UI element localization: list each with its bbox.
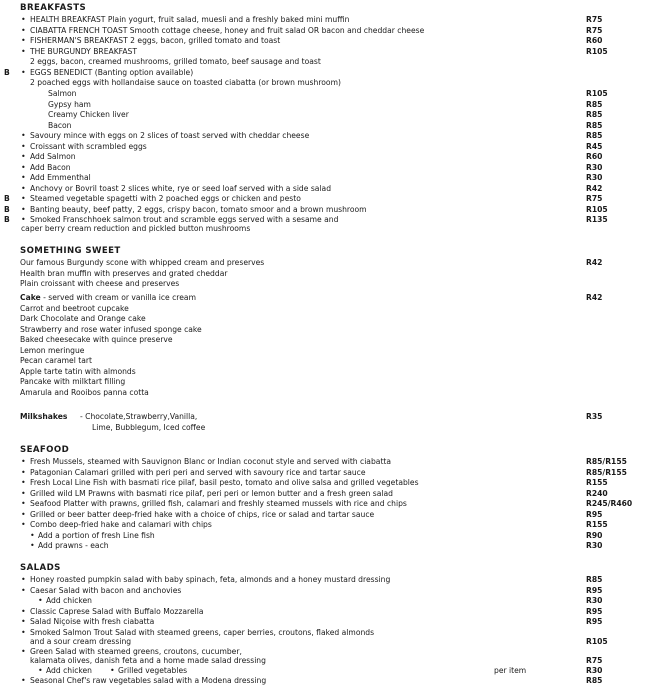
menu-item: Our famous Burgundy scone with whipped cream and preserves R42 <box>20 258 603 267</box>
menu-item: • Caesar Salad with bacon and anchovies R95 <box>21 585 603 595</box>
menu-item: • Honey roasted pumpkin salad with baby spinach, feta, almonds and a honey mustard dressing R85 <box>21 575 603 584</box>
menu-subitem: • Add chicken R30 <box>38 596 603 605</box>
menu-item: • Fresh Mussels, steamed with Sauvignon Blanc or Indian coconut style and served with ciabatta R85/R155 <box>21 457 627 466</box>
menu-subitem: Gypsy ham R85 <box>48 99 603 109</box>
menu-item: • Salad Niçoise with fresh ciabatta R95 <box>21 617 603 626</box>
banting-marker: B <box>4 67 10 77</box>
menu-item-desc: 2 eggs, bacon, creamed mushrooms, grilled tomato, beef sausage and toast <box>30 57 321 66</box>
section-heading-salads: SALADS <box>20 563 61 573</box>
menu-subitem: Creamy Chicken liver R85 <box>48 110 603 119</box>
menu-item: Cake - served with cream or vanilla ice cream R42 <box>20 293 603 302</box>
menu-subitem: Bacon R85 <box>48 120 603 130</box>
menu-subitem: • Add prawns - each R30 <box>30 541 603 550</box>
menu-item: • Anchovy or Bovril toast 2 slices white, rye or seed loaf served with a side salad R42 <box>21 183 603 193</box>
menu-item: • Croissant with scrambled eggs R45 <box>21 141 603 151</box>
menu-item: Apple tarte tatin with almonds <box>20 366 136 376</box>
banting-marker: B <box>4 215 10 224</box>
menu-item: • HEALTH BREAKFAST Plain yogurt, fruit salad, muesli and a freshly baked mini muffin R75 <box>21 15 603 24</box>
menu-item: Plain croissant with cheese and preserves <box>20 279 180 288</box>
menu-item-desc: and a sour cream dressing R105 <box>30 636 608 646</box>
menu-item: Health bran muffin with preserves and grated cheddar <box>20 268 228 278</box>
banting-marker: B <box>4 204 10 214</box>
section-heading-sweet: SOMETHING SWEET <box>20 246 121 256</box>
menu-item: • Patagonian Calamari grilled with peri peri and served with savoury rice and tartar sauce R85/R155 <box>21 467 627 477</box>
menu-item: B • EGGS BENEDICT (Banting option available) <box>4 67 194 77</box>
milkshakes-row: Milkshakes - Chocolate,Strawberry,Vanilla, R35 <box>20 412 603 421</box>
menu-item: • Grilled or beer batter deep-fried hake with a choice of chips, rice or salad and tartar sauce R95 <box>21 509 603 519</box>
menu-item: Dark Chocolate and Orange cake <box>20 314 146 323</box>
menu-item-desc: 2 poached eggs with hollandaise sauce on toasted ciabatta (or brown mushroom) <box>30 78 341 87</box>
banting-marker: B <box>4 194 10 203</box>
menu-item: Baked cheesecake with quince preserve <box>20 335 173 344</box>
menu-item: B • Banting beauty, beef patty, 2 eggs, crispy bacon, tomato smoor and a brown mushroom R105 <box>4 204 608 214</box>
menu-subitem: • Add a portion of fresh Line fish R90 <box>30 530 603 540</box>
menu-item: • FISHERMAN'S BREAKFAST 2 eggs, bacon, grilled tomato and toast R60 <box>21 36 603 45</box>
milkshakes-row-2: Lime, Bubblegum, Iced coffee <box>92 422 206 432</box>
menu-item: • Add Bacon R30 <box>21 162 603 172</box>
menu-item: Strawberry and rose water infused sponge cake <box>20 324 202 334</box>
menu-item: Pecan caramel tart <box>20 356 92 365</box>
menu-item: • Green Salad with steamed greens, croutons, cucumber, <box>21 647 242 656</box>
menu-item: • THE BURGUNDY BREAKFAST R105 <box>21 46 608 56</box>
menu-item: • Seasonal Chef's raw vegetables salad with a Modena dressing R85 <box>21 675 603 685</box>
menu-item: • Add Salmon R60 <box>21 152 603 161</box>
section-heading-seafood: SEAFOOD <box>20 445 70 455</box>
menu-item: Pancake with milktart filling <box>20 377 126 386</box>
section-heading-breakfasts: BREAKFASTS <box>20 3 87 13</box>
menu-item: • Add Emmenthal R30 <box>21 173 603 182</box>
menu-item: • CIABATTA FRENCH TOAST Smooth cottage cheese, honey and fruit salad OR bacon and cheddar cheese R75 <box>21 25 603 35</box>
menu-item: Carrot and beetroot cupcake <box>20 303 129 313</box>
menu-item: • Fresh Local Line Fish with basmati rice pilaf, basil pesto, tomato and olive salsa and grilled vegetables R155 <box>21 478 608 487</box>
menu-item-desc: caper berry cream reduction and pickled button mushrooms <box>21 224 251 233</box>
menu-item: • Grilled wild LM Prawns with basmati rice pilaf, peri peri or lemon butter and a fresh green salad R240 <box>21 488 608 498</box>
menu-item-desc: kalamata olives, danish feta and a home made salad dressing R75 <box>30 655 603 665</box>
menu-item: • Smoked Salmon Trout Salad with steamed greens, caper berries, croutons, flaked almonds <box>21 627 375 637</box>
menu-item: • Classic Caprese Salad with Buffalo Mozzarella R95 <box>21 606 603 616</box>
menu-item: Lemon meringue <box>20 345 85 355</box>
menu-item: Amarula and Rooibos panna cotta <box>20 387 149 397</box>
menu-item: B • Steamed vegetable spagetti with 2 poached eggs or chicken and pesto R75 <box>4 194 603 203</box>
menu-subitem: • Add chicken • Grilled vegetables per item R30 <box>38 665 603 675</box>
menu-item: • Savoury mince with eggs on 2 slices of toast served with cheddar cheese R85 <box>21 131 603 140</box>
menu-subitem: Salmon R105 <box>48 89 608 98</box>
menu-item: • Seafood Platter with prawns, grilled fish, calamari and freshly steamed mussels with rice and chips R245/R460 <box>21 499 633 508</box>
menu-item: • Combo deep-fried hake and calamari with chips R155 <box>21 520 608 529</box>
menu-item: B • Smoked Franschhoek salmon trout and scramble eggs served with a sesame and R135 <box>4 215 608 224</box>
